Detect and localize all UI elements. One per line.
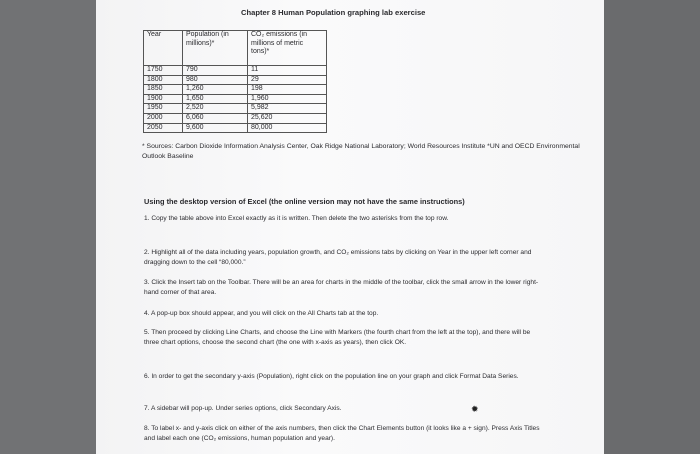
cell-population: 790 [183, 66, 248, 76]
cell-year: 1750 [144, 66, 183, 76]
cell-co2: 1,960 [248, 94, 327, 104]
cell-year: 2000 [144, 113, 183, 123]
cell-year: 1850 [144, 85, 183, 95]
cell-population: 1,650 [183, 94, 248, 104]
step-3: 3. Click the Insert tab on the Toolbar. There will be an area for charts in the middle of the toolbar, click the small arrow in the lower right-hand corner of that area. [144, 279, 539, 296]
cell-year: 1950 [144, 104, 183, 114]
step-2: 2. Highlight all of the data including years, population growth, and CO₂ emissions tabs by clicking on Year in the upper left corner and dragging down to the cell “80,000.” [144, 249, 532, 266]
step-7: 7. A sidebar will pop-up. Under series options, click Secondary Axis. [144, 405, 342, 412]
sources-footnote: * Sources: Carbon Dioxide Information Analysis Center, Oak Ridge National Laboratory; World Resources Institute *UN and OECD Environmental Outlook Baseline [142, 143, 580, 160]
page-title: Chapter 8 Human Population graphing lab exercise [241, 8, 426, 17]
step-4: 4. A pop-up box should appear, and you will click on the All Charts tab at the top. [144, 310, 379, 317]
table-row [144, 66, 327, 76]
cell-year: 1800 [144, 75, 183, 85]
mouse-cursor-icon: ✹ [471, 404, 479, 414]
cell-population: 6,060 [183, 113, 248, 123]
cell-year: 2050 [144, 123, 183, 133]
table-row [144, 113, 327, 123]
cell-co2: 80,000 [248, 123, 327, 133]
table-row [144, 104, 327, 114]
right-background [604, 0, 700, 454]
cell-co2: 11 [248, 66, 327, 76]
table-row [144, 94, 327, 104]
header-population: Population (in millions)* [183, 31, 248, 66]
step-5: 5. Then proceed by clicking Line Charts, and choose the Line with Markers (the fourth chart from the left at the top), and there will be three chart options, choose the second chart (the one with x-axis as years), then click OK. [144, 329, 531, 346]
cell-co2: 198 [248, 85, 327, 95]
cell-population: 9,600 [183, 123, 248, 133]
header-year: Year [144, 31, 183, 66]
header-co2: CO₂ emissions (in millions of metric tons)* [248, 31, 327, 66]
population-table [143, 30, 327, 133]
cell-co2: 29 [248, 75, 327, 85]
step-8: 8. To label x- and y-axis click on either of the axis numbers, then click the Chart Elements button (it looks like a + sign). Press Axis Titles and label each one (CO₂ emissions, human population and year). [144, 425, 540, 442]
step-6: 6. In order to get the secondary y-axis (Population), right click on the population line on your graph and click Format Data Series. [144, 373, 519, 380]
instructions-heading: Using the desktop version of Excel (the online version may not have the same instructions) [144, 197, 465, 206]
cell-population: 2,520 [183, 104, 248, 114]
cell-co2: 5,982 [248, 104, 327, 114]
cell-population: 1,260 [183, 85, 248, 95]
table-row [144, 75, 327, 85]
table-row [144, 85, 327, 95]
left-background [0, 0, 96, 454]
table-row [144, 123, 327, 133]
document-page [96, 0, 604, 454]
cell-year: 1900 [144, 94, 183, 104]
table-header-row [144, 31, 327, 66]
cell-co2: 25,620 [248, 113, 327, 123]
cell-population: 980 [183, 75, 248, 85]
step-1: 1. Copy the table above into Excel exactly as it is written. Then delete the two asterisks from the top row. [144, 215, 449, 222]
